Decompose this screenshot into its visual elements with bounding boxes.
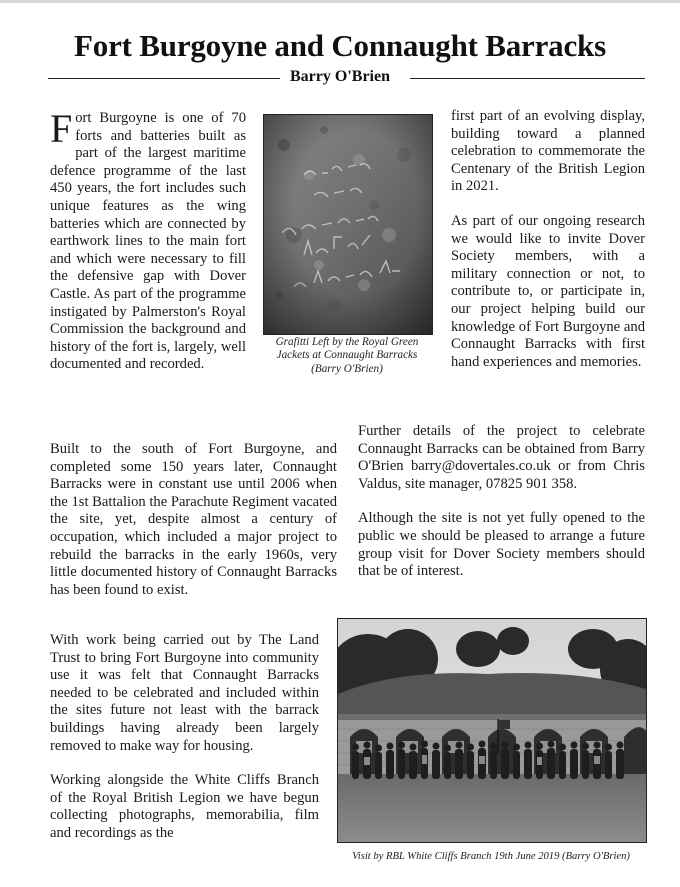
graffiti-image <box>264 115 432 334</box>
paragraph-legion: Working alongside the White Cliffs Branch of the Royal British Legion we have begun collecting photographs, memorabilia, film and recordings as the <box>50 772 319 841</box>
column-left-lower <box>50 441 337 616</box>
drop-cap: F <box>50 106 73 151</box>
graffiti-caption: Grafitti Left by the Royal Green Jackets at Connaught Barracks (Barry O'Brien) <box>275 336 419 375</box>
paragraph-connaught: Built to the south of Fort Burgoyne, and completed some 150 years later, Connaught Barracks were in constant use until 2006 when the 1st Battalion the Parachute Regiment vacated the site, yet, despite almost a century of occupation, which included a major project to rebuild the barracks in the early 1960s, very little documented history of Connaught Barracks has been found to exist. <box>50 441 337 598</box>
contact-text-b: or from Chris Valdus, site manager, 07825 901 358. <box>358 458 645 492</box>
paragraph-intro-text: ort Burgoyne is one of 70 forts and batteries built as part of the largest maritime defence programme of the last 450 years, the fort includes such unique features as the wing batteries which are connected by earthwork lines to the main fort and which were necessary to fill the defensive gap with Dover Castle. As part of the programme instigated by Palmerston's Royal Commission the background and history of the fort is, largely, well documented and recorded. <box>50 110 246 373</box>
paragraph-intro <box>50 106 246 374</box>
graffiti-photo <box>263 114 433 335</box>
column-right-upper <box>451 108 645 388</box>
paragraph-research: As part of our ongoing research we would like to invite Dover Society members, with a military connection or not, to contribute to, or participate in, our project helping build our knowledge of Fort Burgoyne and Connaught Barracks with first hand experiences and memories. <box>451 212 645 370</box>
column-right-middle <box>358 423 645 598</box>
byline <box>0 68 680 86</box>
paragraph-contact <box>358 423 645 493</box>
column-left-bottom <box>50 632 319 860</box>
contact-email-link[interactable]: barry@dovertales.co.uk <box>410 458 551 475</box>
column-left-upper <box>50 106 246 391</box>
paragraph-visit: Although the site is not yet fully opened to the public we should be pleased to arrange a future group visit for Dover Society members should that be of interest. <box>358 510 645 580</box>
paragraph-land-trust: With work being carried out by The Land Trust to bring Fort Burgoyne into community use it was felt that Connaught Barracks needed to be celebrated and included within the sites future not least with the barrack buildings having already been largely removed to make way for housing. <box>50 632 319 754</box>
paragraph-display: first part of an evolving display, building toward a planned celebration to commemorate the Centenary of the British Legion in 2021. <box>451 108 645 195</box>
group-visit-caption: Visit by RBL White Cliffs Branch 19th June 2019 (Barry O'Brien) <box>352 851 630 862</box>
contact-text-a: Further details of the project to celebrate Connaught Barracks can be obtained from Barry O'Brien <box>358 423 645 475</box>
top-border <box>0 0 680 3</box>
group-visit-image <box>338 619 646 842</box>
group-visit-photo <box>337 618 647 843</box>
author-name: Barry O'Brien <box>280 68 400 85</box>
article-title: Fort Burgoyne and Connaught Barracks <box>74 28 606 63</box>
